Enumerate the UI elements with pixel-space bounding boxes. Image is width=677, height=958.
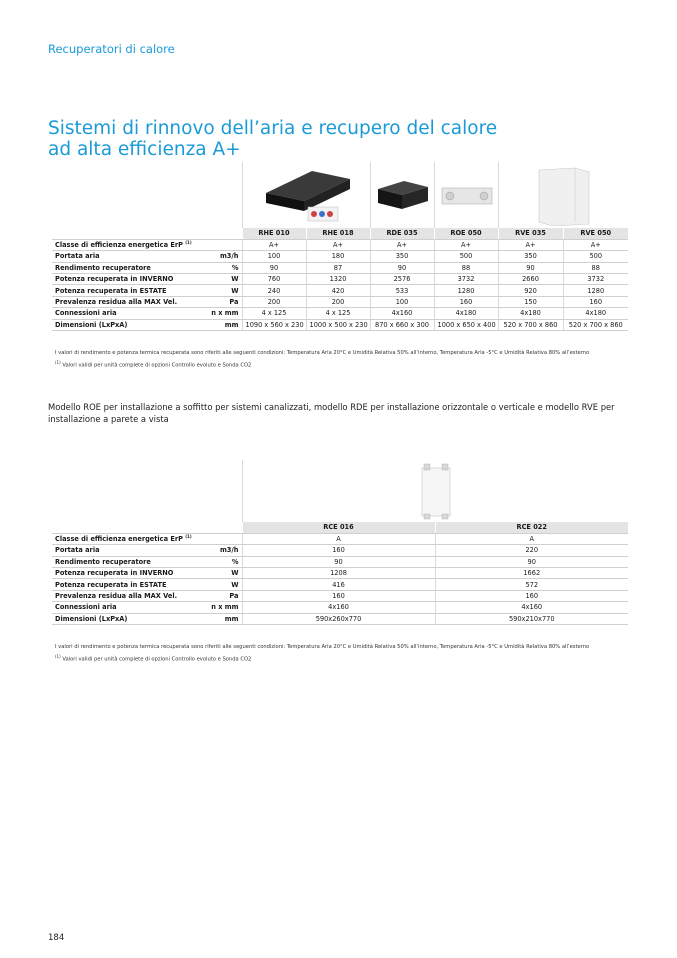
table-cell: 100 [242, 251, 306, 262]
table-1-footnote [55, 360, 251, 369]
product-images-1 [242, 162, 628, 228]
row-unit: mm [192, 613, 242, 624]
table-cell: 1000 x 500 x 230 [306, 319, 370, 330]
table-cell: 160 [435, 590, 628, 601]
row-label: Rendimento recuperatore [52, 262, 192, 273]
table-cell: 220 [435, 545, 628, 556]
table-cell: 350 [498, 251, 563, 262]
table-cell: 420 [306, 285, 370, 296]
row-label: Potenza recuperata in INVERNO [52, 568, 192, 579]
row-unit: % [192, 262, 242, 273]
page-title [48, 118, 568, 160]
table-cell: 4x160 [435, 602, 628, 613]
product-image-rve [498, 162, 628, 228]
table-cell: 1280 [434, 285, 498, 296]
table-cell: 3732 [434, 274, 498, 285]
row-label: Dimensioni (LxPxA) [52, 319, 192, 330]
table-cell: A [242, 533, 435, 544]
table-row [52, 308, 628, 319]
table-cell: 90 [242, 556, 435, 567]
table-cell: 180 [306, 251, 370, 262]
table-cell: 90 [242, 262, 306, 273]
table-row [52, 613, 628, 624]
product-images-2 [242, 460, 628, 522]
table-cell: 4 x 125 [306, 308, 370, 319]
row-label: Potenza recuperata in ESTATE [52, 285, 192, 296]
table-cell: 88 [434, 262, 498, 273]
table-cell: 1000 x 650 x 400 [434, 319, 498, 330]
row-unit [192, 533, 242, 544]
table-row [52, 262, 628, 273]
spec-table-1-body [52, 239, 628, 330]
table-cell: 160 [434, 296, 498, 307]
row-label: Connessioni aria [52, 308, 192, 319]
table-row [52, 579, 628, 590]
table-row [52, 545, 628, 556]
table-cell: 87 [306, 262, 370, 273]
column-header: RCE 022 [435, 522, 628, 533]
row-label: Classe di efficienza energetica ErP $^{(1)}$ [52, 533, 192, 544]
row-unit: mm [192, 319, 242, 330]
column-header: RVE 035 [498, 228, 563, 239]
table-cell: 4x180 [563, 308, 628, 319]
table-cell: 100 [370, 296, 434, 307]
row-label: Connessioni aria [52, 602, 192, 613]
table-cell: 90 [435, 556, 628, 567]
row-unit: W [192, 579, 242, 590]
table-cell: 4x180 [498, 308, 563, 319]
spec-table-2-body [52, 533, 628, 624]
table-cell: 90 [498, 262, 563, 273]
table-row [52, 239, 628, 250]
row-unit: W [192, 285, 242, 296]
table-cell: 240 [242, 285, 306, 296]
footnote-marker: (1) [55, 360, 61, 365]
table-cell: 1280 [563, 285, 628, 296]
table-row [52, 319, 628, 330]
table-cell: 88 [563, 262, 628, 273]
table-cell: 4 x 125 [242, 308, 306, 319]
table-cell: 870 x 660 x 300 [370, 319, 434, 330]
table-cell: 590x210x770 [435, 613, 628, 624]
row-unit: Pa [192, 296, 242, 307]
section-title: Recuperatori di calore [48, 42, 175, 56]
table-cell: 150 [498, 296, 563, 307]
table-cell: 416 [242, 579, 435, 590]
table-1-note: I valori di rendimento e potenza termica recuperata sono riferiti alle seguenti condizioni: Temperatura Aria 20°C e Umidità Relativa 50% all’interno, Temperatura Aria -5°C e Umidità Relativa 80% all’esterno [55, 350, 590, 356]
table-cell: 1320 [306, 274, 370, 285]
row-label: Potenza recuperata in ESTATE [52, 579, 192, 590]
row-unit: W [192, 274, 242, 285]
row-unit [192, 239, 242, 250]
table-row [52, 533, 628, 544]
row-unit: W [192, 568, 242, 579]
product-image-roe [434, 162, 498, 228]
table-cell: 533 [370, 285, 434, 296]
table-row [52, 602, 628, 613]
column-header: RVE 050 [563, 228, 628, 239]
table-cell: 350 [370, 251, 434, 262]
table-row [52, 285, 628, 296]
product-image-rde [370, 162, 434, 228]
table-cell: A+ [242, 239, 306, 250]
row-label: Prevalenza residua alla MAX Vel. [52, 590, 192, 601]
table-cell: A [435, 533, 628, 544]
table-cell: A+ [434, 239, 498, 250]
table-cell: 760 [242, 274, 306, 285]
row-unit: Pa [192, 590, 242, 601]
table-cell: A+ [306, 239, 370, 250]
page-title-line-1: Sistemi di rinnovo dell’aria e recupero del calore [48, 118, 498, 139]
table-cell: 90 [370, 262, 434, 273]
table-cell: 4x160 [242, 602, 435, 613]
table-cell: 160 [242, 590, 435, 601]
column-header: RHE 018 [306, 228, 370, 239]
column-header: RHE 010 [242, 228, 306, 239]
table-2-note: I valori di rendimento e potenza termica recuperata sono riferiti alle seguenti condizioni: Temperatura Aria 20°C e Umidità Relativa 50% all’interno, Temperatura Aria -5°C e Umidità Relativa 80% all’esterno [55, 644, 590, 650]
row-unit: n x mm [192, 602, 242, 613]
column-header: RDE 035 [370, 228, 434, 239]
footnote-marker: (1) [55, 654, 61, 659]
table-cell: 3732 [563, 274, 628, 285]
row-label: Classe di efficienza energetica ErP $^{(1)}$ [52, 239, 192, 250]
table-cell: 4x180 [434, 308, 498, 319]
table-cell: 1208 [242, 568, 435, 579]
row-label: Portata aria [52, 251, 192, 262]
table-cell: A+ [563, 239, 628, 250]
table-cell: 4x160 [370, 308, 434, 319]
row-label: Rendimento recuperatore [52, 556, 192, 567]
table-row [52, 556, 628, 567]
table-cell: 1090 x 560 x 230 [242, 319, 306, 330]
table-cell: 160 [242, 545, 435, 556]
table-cell: 2660 [498, 274, 563, 285]
row-unit: m3/h [192, 251, 242, 262]
table-cell: 520 x 700 x 860 [563, 319, 628, 330]
table-cell: 160 [563, 296, 628, 307]
row-label: Potenza recuperata in INVERNO [52, 274, 192, 285]
column-header: RCE 016 [242, 522, 435, 533]
table-cell: 2576 [370, 274, 434, 285]
table-cell: 1662 [435, 568, 628, 579]
table-cell: 200 [306, 296, 370, 307]
row-unit: m3/h [192, 545, 242, 556]
row-label: Dimensioni (LxPxA) [52, 613, 192, 624]
table-cell: A+ [498, 239, 563, 250]
spec-table-2 [52, 522, 628, 625]
product-image-rce [242, 460, 628, 522]
row-label: Prevalenza residua alla MAX Vel. [52, 296, 192, 307]
table-row [52, 568, 628, 579]
table-row [52, 251, 628, 262]
table-row [52, 274, 628, 285]
row-label: Portata aria [52, 545, 192, 556]
row-unit: % [192, 556, 242, 567]
footnote-text: Valori validi per unità complete di opzioni Controllo evoluto e Sonda CO2 [62, 656, 252, 663]
page-number: 184 [48, 933, 65, 943]
table-cell: 500 [563, 251, 628, 262]
table-cell: 520 x 700 x 860 [498, 319, 563, 330]
table-cell: 500 [434, 251, 498, 262]
column-header: ROE 050 [434, 228, 498, 239]
table-cell: A+ [370, 239, 434, 250]
product-image-rhe [242, 162, 370, 228]
spec-table-1 [52, 228, 628, 331]
table-row [52, 590, 628, 601]
table-cell: 572 [435, 579, 628, 590]
description: Modello ROE per installazione a soffitto per sistemi canalizzati, modello RDE per installazione orizzontale o verticale e modello RVE per installazione a parete a vista [48, 402, 615, 424]
row-unit: n x mm [192, 308, 242, 319]
table-cell: 200 [242, 296, 306, 307]
table-row [52, 296, 628, 307]
table-cell: 920 [498, 285, 563, 296]
footnote-text: Valori validi per unità complete di opzioni Controllo evoluto e Sonda CO2 [62, 362, 252, 369]
table-cell: 590x260x770 [242, 613, 435, 624]
table-2-footnote [55, 654, 251, 663]
page-title-line-2: ad alta efficienza A+ [48, 139, 241, 160]
